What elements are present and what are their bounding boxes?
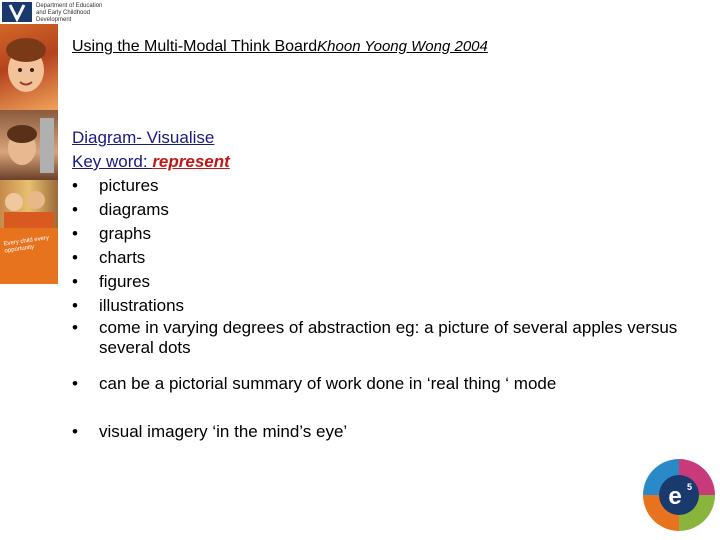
keyword: represent: [152, 152, 230, 171]
slide-title: [72, 38, 488, 56]
list-item: • visual imagery ‘in the mind’s eye’: [72, 420, 692, 444]
section-heading: Diagram- Visualise: [72, 128, 215, 147]
slide-content: [72, 126, 692, 444]
department-name: Department of Education and Early Childhood Development: [36, 3, 103, 23]
child-photo: [0, 110, 58, 180]
keyword-label: Key word:: [72, 152, 153, 171]
brand-logo-icon: [640, 456, 718, 534]
bullet-icon: •: [72, 200, 78, 219]
list-item: • pictures: [72, 174, 692, 198]
bullet-icon: •: [72, 224, 78, 243]
list-item: • illustrations: [72, 294, 692, 318]
department-logo: [0, 0, 110, 24]
brand-logo-superscript: 5: [687, 482, 693, 492]
sidebar-blank: [0, 284, 58, 540]
list-item: • can be a pictorial summary of work done in ‘real thing ‘ mode: [72, 372, 692, 396]
list-item: • charts: [72, 246, 692, 270]
sidebar-slogan: Every child every opportunity: [3, 235, 50, 255]
brand-logo-letter: e: [668, 483, 682, 510]
bullet-icon: •: [72, 374, 78, 393]
title-author: Khoon Yoong Wong 2004: [317, 38, 488, 55]
list-item: • come in varying degrees of abstraction eg: a picture of several apples versus several dots: [72, 318, 678, 357]
title-text: Using the Multi-Modal Think Board: [72, 38, 318, 55]
bullet-icon: •: [72, 176, 78, 195]
child-face-illustration: [0, 110, 58, 180]
children-group-illustration: [0, 180, 58, 228]
list-item: • figures: [72, 270, 692, 294]
bullet-icon: •: [72, 296, 78, 315]
list-item: • diagrams: [72, 198, 692, 222]
bullet-icon: •: [72, 422, 78, 441]
sidebar-photo-strip: [0, 0, 58, 540]
keyword-line: [72, 150, 692, 174]
bullet-icon: •: [72, 272, 78, 291]
children-group-photo: [0, 180, 58, 228]
bullet-icon: •: [72, 248, 78, 267]
bullet-icon: •: [72, 318, 78, 337]
victoria-logo-icon: [2, 2, 32, 22]
list-item: • graphs: [72, 222, 692, 246]
